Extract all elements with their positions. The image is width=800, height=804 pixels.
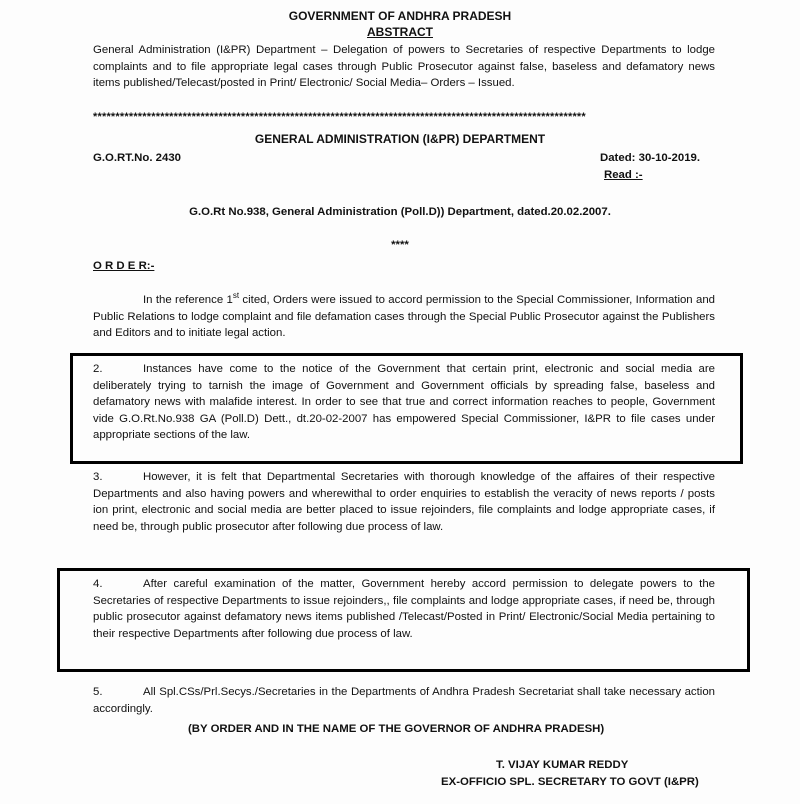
para3-number: 3. [93, 471, 103, 483]
abstract-title: ABSTRACT [367, 25, 433, 39]
para4-number: 4. [93, 578, 103, 590]
department-title: GENERAL ADMINISTRATION (I&PR) DEPARTMENT [254, 132, 546, 146]
reference-line: G.O.Rt No.938, General Administration (Poll.D)) Department, dated.20.02.2007. [189, 206, 611, 218]
paragraph-1 [93, 292, 715, 342]
signatory-name: T. VIJAY KUMAR REDDY [496, 759, 629, 771]
para4-text: After careful examination of the matter, Government hereby accord permission to delegate powers to the Secretaries of respective Departments to issue rejoinders,, file complaints and lodge appropriate cases, if need be, through public prosecutor against defamatory news items published /Telecast/Posted in Print/ Electronic/Social Media pertaining to their respective Departments after following due process of law. [93, 578, 715, 640]
para3-text: However, it is felt that Departmental Secretaries with thorough knowledge of the affaires of their respective Departments and also having powers and wherewithal to order enquiries to establish the veracity of news reports / posts ion print, electronic and social media are better placed to issue rejoinders, file complaints and lodge appropriate cases, if need be, through public prosecutor after following due process of law. [93, 471, 715, 533]
stars-divider: ************************************************************************************************************** [93, 111, 586, 123]
abstract-text: General Administration (I&PR) Department – Delegation of powers to Secretaries of respective Departments to lodge complaints and to file appropriate legal cases through Public Prosecutor against false, baseless and defamatory news items published/Telecast/posted in Print/ Electronic/ Social Media– Orders – Issued. [93, 44, 715, 89]
paragraph-3 [93, 469, 715, 535]
para2-text: Instances have come to the notice of the Government that certain print, electronic and social media are deliberately trying to tarnish the image of Government and Government officials by spreading false, baseless and defamatory news with malafide interest. In order to see that true and correct information reaches to people, Government vide G.O.Rt.No.938 GA (Poll.D) Dett., dt.20-02-2007 has empowered Special Commissioner, I&PR to file cases under appropriate sections of the law. [93, 363, 715, 441]
paragraph-4 [93, 576, 715, 642]
read-label: Read :- [604, 169, 643, 181]
paragraph-5 [93, 684, 715, 717]
signatory-title: EX-OFFICIO SPL. SECRETARY TO GOVT (I&PR) [441, 776, 699, 788]
go-number: G.O.RT.No. 2430 [93, 152, 181, 164]
paragraph-2 [93, 361, 715, 444]
by-order-line: (BY ORDER AND IN THE NAME OF THE GOVERNOR OF ANDHRA PRADESH) [188, 723, 605, 735]
order-label: O R D E R:- [93, 260, 155, 272]
para1-post: cited, Orders were issued to accord permission to the Special Commissioner, Information and Public Relations to lodge complaint and file defamation cases through the Special Public Prosecutor against the Publishers and Editors and to initiate legal action. [93, 294, 715, 339]
para1-pre: In the reference 1 [143, 294, 233, 306]
para5-text: All Spl.CSs/Prl.Secys./Secretaries in the Departments of Andhra Pradesh Secretariat shall take necessary action accordingly. [93, 686, 715, 715]
para1-sup: st [232, 291, 240, 301]
dated: Dated: 30-10-2019. [600, 152, 701, 164]
separator: **** [391, 239, 409, 251]
para2-number: 2. [93, 363, 103, 375]
para5-number: 5. [93, 686, 103, 698]
government-title: GOVERNMENT OF ANDHRA PRADESH [288, 9, 512, 23]
